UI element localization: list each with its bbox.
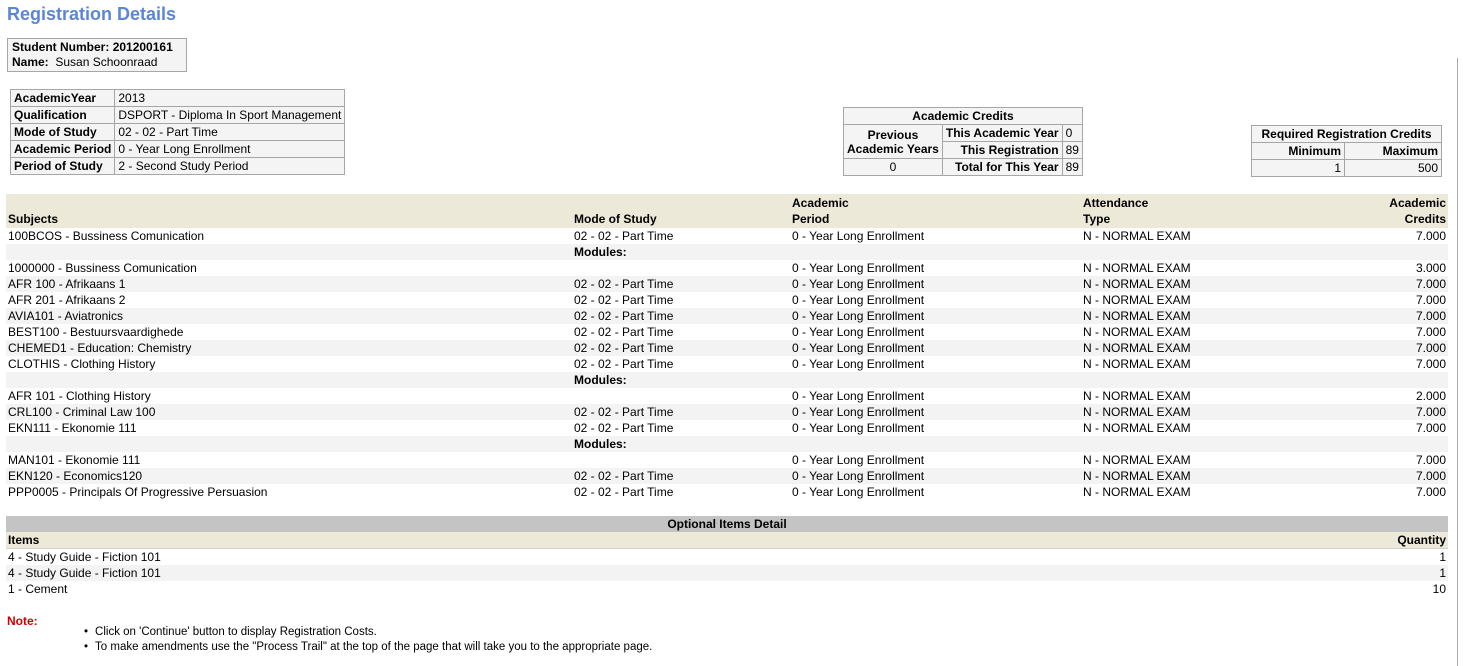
- header-quantity: Quantity: [1397, 533, 1446, 547]
- subject-period: 0 - Year Long Enrollment: [792, 453, 925, 467]
- subject-row: [6, 356, 1448, 372]
- subject-period: 0 - Year Long Enrollment: [792, 341, 925, 355]
- subject-mode: 02 - 02 - Part Time: [574, 277, 674, 291]
- subject-credits: 2.000: [1415, 389, 1446, 403]
- optional-item-quantity: 1: [1439, 566, 1446, 580]
- total-this-year-label: Total for This Year: [942, 159, 1062, 176]
- optional-item-name: 4 - Study Guide - Fiction 101: [8, 566, 161, 580]
- optional-items-title: Optional Items Detail: [6, 516, 1448, 532]
- subject-name: BEST100 - Bestuursvaardighede: [8, 325, 184, 339]
- subject-row: [6, 404, 1448, 420]
- previous-years-label: Previous Academic Years: [844, 125, 943, 159]
- optional-item-quantity: 1: [1439, 550, 1446, 564]
- minimum-value: 1: [1252, 160, 1345, 177]
- subject-period: 0 - Year Long Enrollment: [792, 485, 925, 499]
- subject-period: 0 - Year Long Enrollment: [792, 389, 925, 403]
- header-items: Items: [8, 533, 40, 547]
- subject-credits: 7.000: [1415, 293, 1446, 307]
- subject-name: 1000000 - Bussiness Comunication: [8, 261, 197, 275]
- this-registration-value: 89: [1062, 142, 1082, 159]
- modules-label: Modules:: [574, 245, 627, 259]
- info-row: [11, 90, 345, 107]
- info-label: Academic Period: [11, 141, 115, 158]
- maximum-value: 500: [1345, 160, 1442, 177]
- subject-attendance: N - NORMAL EXAM: [1083, 309, 1191, 323]
- info-value: DSPORT - Diploma In Sport Management: [115, 107, 345, 124]
- subject-period: 0 - Year Long Enrollment: [792, 277, 925, 291]
- subject-row: [6, 468, 1448, 484]
- subject-name: MAN101 - Ekonomie 111: [8, 453, 141, 467]
- optional-item-row: [6, 565, 1448, 581]
- info-row: [11, 107, 345, 124]
- subject-credits: 7.000: [1415, 341, 1446, 355]
- subject-credits: 7.000: [1415, 421, 1446, 435]
- info-row: [11, 158, 345, 175]
- required-credits-title: Required Registration Credits: [1252, 126, 1442, 143]
- subject-mode: 02 - 02 - Part Time: [574, 325, 674, 339]
- subject-name: PPP0005 - Principals Of Progressive Persuasion: [8, 485, 268, 499]
- subject-attendance: N - NORMAL EXAM: [1083, 325, 1191, 339]
- header-mode-of-study: Mode of Study: [574, 212, 657, 226]
- modules-row: [6, 244, 1448, 260]
- student-number-label: Student Number:: [12, 40, 110, 54]
- subject-name: CRL100 - Criminal Law 100: [8, 405, 156, 419]
- subject-attendance: N - NORMAL EXAM: [1083, 341, 1191, 355]
- subject-name: 100BCOS - Bussiness Comunication: [8, 229, 205, 243]
- modules-row: [6, 436, 1448, 452]
- optional-item-quantity: 10: [1432, 582, 1446, 596]
- info-row: [11, 141, 345, 158]
- subject-attendance: N - NORMAL EXAM: [1083, 453, 1191, 467]
- subject-name: AFR 101 - Clothing History: [8, 389, 151, 403]
- subject-row: [6, 228, 1448, 244]
- registration-info-table: [10, 89, 345, 175]
- student-number: 201200161: [112, 40, 173, 54]
- info-value: 2013: [115, 90, 345, 107]
- student-box: [7, 38, 187, 72]
- subject-attendance: N - NORMAL EXAM: [1083, 357, 1191, 371]
- header-attendance-type: Attendance Type: [1083, 196, 1149, 226]
- note-label: Note:: [7, 614, 38, 628]
- subject-attendance: N - NORMAL EXAM: [1083, 485, 1191, 499]
- subject-mode: 02 - 02 - Part Time: [574, 293, 674, 307]
- optional-item-row: [6, 549, 1448, 565]
- info-label: Qualification: [11, 107, 115, 124]
- minimum-label: Minimum: [1252, 143, 1345, 160]
- subject-row: [6, 260, 1448, 276]
- info-value: 02 - 02 - Part Time: [115, 124, 345, 141]
- subject-row: [6, 340, 1448, 356]
- note-item: • To make amendments use the "Process Trail" at the top of the page that will take you to the appropriate page.: [84, 640, 652, 655]
- scrollbar-edge: [1457, 58, 1458, 666]
- subject-attendance: N - NORMAL EXAM: [1083, 229, 1191, 243]
- subject-credits: 7.000: [1415, 453, 1446, 467]
- subject-period: 0 - Year Long Enrollment: [792, 309, 925, 323]
- total-this-year-value: 89: [1062, 159, 1082, 176]
- subject-credits: 7.000: [1415, 277, 1446, 291]
- subject-credits: 7.000: [1415, 469, 1446, 483]
- info-row: [11, 124, 345, 141]
- subject-mode: 02 - 02 - Part Time: [574, 421, 674, 435]
- optional-item-name: 1 - Cement: [8, 582, 68, 596]
- optional-item-row: [6, 581, 1448, 597]
- subject-mode: 02 - 02 - Part Time: [574, 469, 674, 483]
- academic-credits-table: [843, 107, 1083, 176]
- subject-credits: 7.000: [1415, 405, 1446, 419]
- modules-label: Modules:: [574, 373, 627, 387]
- subject-mode: 02 - 02 - Part Time: [574, 405, 674, 419]
- subject-period: 0 - Year Long Enrollment: [792, 469, 925, 483]
- subject-attendance: N - NORMAL EXAM: [1083, 261, 1191, 275]
- subject-mode: 02 - 02 - Part Time: [574, 229, 674, 243]
- page-title: Registration Details: [7, 4, 177, 24]
- this-registration-label: This Registration: [942, 142, 1062, 159]
- subject-row: [6, 452, 1448, 468]
- subject-period: 0 - Year Long Enrollment: [792, 405, 925, 419]
- subject-period: 0 - Year Long Enrollment: [792, 325, 925, 339]
- header-subjects: Subjects: [8, 212, 59, 226]
- previous-years-value: 0: [844, 159, 943, 176]
- subject-attendance: N - NORMAL EXAM: [1083, 277, 1191, 291]
- subject-mode: 02 - 02 - Part Time: [574, 309, 674, 323]
- subject-credits: 7.000: [1415, 229, 1446, 243]
- subject-name: AVIA101 - Aviatronics: [8, 309, 123, 323]
- subject-row: [6, 276, 1448, 292]
- header-academic-period: Academic Period: [792, 196, 849, 226]
- subject-name: CHEMED1 - Education: Chemistry: [8, 341, 192, 355]
- modules-label: Modules:: [574, 437, 627, 451]
- subject-name: AFR 100 - Afrikaans 1: [8, 277, 126, 291]
- subject-mode: 02 - 02 - Part Time: [574, 341, 674, 355]
- info-label: Mode of Study: [11, 124, 115, 141]
- subjects-table-header: [6, 194, 1448, 228]
- subject-row: [6, 484, 1448, 500]
- subject-name: AFR 201 - Afrikaans 2: [8, 293, 126, 307]
- subject-attendance: N - NORMAL EXAM: [1083, 469, 1191, 483]
- subject-credits: 7.000: [1415, 325, 1446, 339]
- subject-name: EKN120 - Economics120: [8, 469, 143, 483]
- optional-items-header: [6, 532, 1448, 549]
- modules-row: [6, 372, 1448, 388]
- note-item: • Click on 'Continue' button to display Registration Costs.: [84, 625, 652, 640]
- subject-period: 0 - Year Long Enrollment: [792, 421, 925, 435]
- info-value: 2 - Second Study Period: [115, 158, 345, 175]
- info-label: AcademicYear: [11, 90, 115, 107]
- info-value: 0 - Year Long Enrollment: [115, 141, 345, 158]
- header-academic-credits: Academic Credits: [1389, 196, 1446, 226]
- subject-period: 0 - Year Long Enrollment: [792, 357, 925, 371]
- student-name-label: Name:: [12, 55, 49, 69]
- academic-credits-title: Academic Credits: [844, 108, 1083, 125]
- subject-row: [6, 324, 1448, 340]
- subject-period: 0 - Year Long Enrollment: [792, 261, 925, 275]
- info-label: Period of Study: [11, 158, 115, 175]
- maximum-label: Maximum: [1345, 143, 1442, 160]
- optional-item-name: 4 - Study Guide - Fiction 101: [8, 550, 161, 564]
- subject-name: CLOTHIS - Clothing History: [8, 357, 156, 371]
- this-academic-year-value: 0: [1062, 125, 1082, 142]
- required-credits-table: [1251, 125, 1442, 177]
- note-list: [84, 625, 652, 655]
- this-academic-year-label: This Academic Year: [942, 125, 1062, 142]
- subject-credits: 3.000: [1415, 261, 1446, 275]
- subject-attendance: N - NORMAL EXAM: [1083, 405, 1191, 419]
- subject-credits: 7.000: [1415, 309, 1446, 323]
- subject-row: [6, 388, 1448, 404]
- subject-period: 0 - Year Long Enrollment: [792, 293, 925, 307]
- subject-row: [6, 420, 1448, 436]
- student-name: Susan Schoonraad: [55, 55, 158, 69]
- subject-credits: 7.000: [1415, 485, 1446, 499]
- subject-row: [6, 308, 1448, 324]
- subject-period: 0 - Year Long Enrollment: [792, 229, 925, 243]
- subject-mode: 02 - 02 - Part Time: [574, 485, 674, 499]
- subject-row: [6, 292, 1448, 308]
- subject-name: EKN111 - Ekonomie 111: [8, 421, 137, 435]
- subject-attendance: N - NORMAL EXAM: [1083, 389, 1191, 403]
- subject-mode: 02 - 02 - Part Time: [574, 357, 674, 371]
- subject-attendance: N - NORMAL EXAM: [1083, 293, 1191, 307]
- subject-credits: 7.000: [1415, 357, 1446, 371]
- subject-attendance: N - NORMAL EXAM: [1083, 421, 1191, 435]
